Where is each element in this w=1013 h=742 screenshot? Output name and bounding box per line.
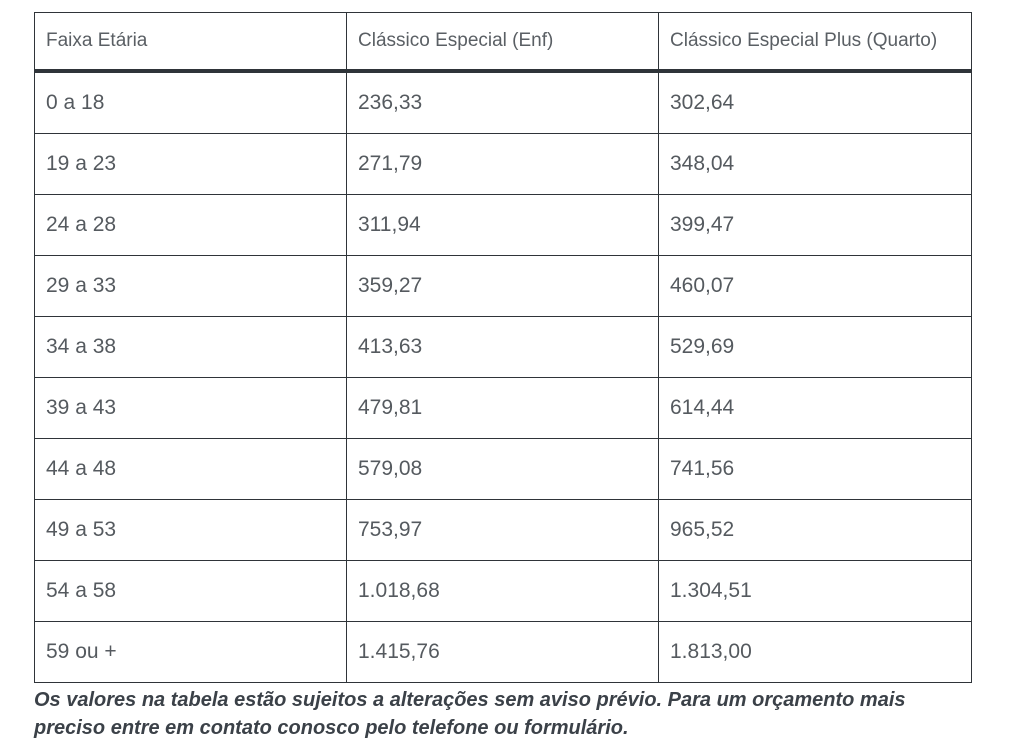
quarto-price-cell: 1.304,51	[659, 561, 972, 622]
table-row	[35, 561, 972, 622]
price-table-container	[34, 12, 971, 683]
disclaimer-note-line1: Os valores na tabela estão sujeitos a alterações sem aviso prévio. Para um orçamento mais	[34, 689, 906, 711]
price-table	[34, 12, 972, 683]
enf-price-cell: 359,27	[347, 256, 659, 317]
enf-price-cell: 753,97	[347, 500, 659, 561]
enf-price-cell: 236,33	[347, 71, 659, 134]
table-row	[35, 622, 972, 683]
table-header-row	[35, 13, 972, 72]
quarto-price-cell: 741,56	[659, 439, 972, 500]
table-row	[35, 256, 972, 317]
table-row	[35, 378, 972, 439]
quarto-price-cell: 614,44	[659, 378, 972, 439]
table-row	[35, 71, 972, 134]
quarto-price-cell: 399,47	[659, 195, 972, 256]
table-row	[35, 317, 972, 378]
quarto-price-cell: 460,07	[659, 256, 972, 317]
quarto-price-cell: 348,04	[659, 134, 972, 195]
age-range-cell: 24 a 28	[35, 195, 347, 256]
disclaimer-note-line2: preciso entre em contato conosco pelo telefone ou formulário.	[34, 717, 629, 739]
enf-price-cell: 271,79	[347, 134, 659, 195]
age-range-cell: 39 a 43	[35, 378, 347, 439]
quarto-price-cell: 302,64	[659, 71, 972, 134]
age-range-cell: 0 a 18	[35, 71, 347, 134]
table-row	[35, 134, 972, 195]
age-range-cell: 19 a 23	[35, 134, 347, 195]
age-range-cell: 34 a 38	[35, 317, 347, 378]
enf-price-cell: 413,63	[347, 317, 659, 378]
quarto-price-cell: 965,52	[659, 500, 972, 561]
header-classico-especial-plus-quarto: Clássico Especial Plus (Quarto)	[659, 13, 972, 72]
header-age-range: Faixa Etária	[35, 13, 347, 72]
quarto-price-cell: 529,69	[659, 317, 972, 378]
enf-price-cell: 311,94	[347, 195, 659, 256]
age-range-cell: 29 a 33	[35, 256, 347, 317]
enf-price-cell: 579,08	[347, 439, 659, 500]
quarto-price-cell: 1.813,00	[659, 622, 972, 683]
table-row	[35, 439, 972, 500]
age-range-cell: 49 a 53	[35, 500, 347, 561]
enf-price-cell: 1.415,76	[347, 622, 659, 683]
age-range-cell: 59 ou +	[35, 622, 347, 683]
age-range-cell: 44 a 48	[35, 439, 347, 500]
header-classico-especial-enf: Clássico Especial (Enf)	[347, 13, 659, 72]
age-range-cell: 54 a 58	[35, 561, 347, 622]
table-row	[35, 500, 972, 561]
enf-price-cell: 479,81	[347, 378, 659, 439]
table-row	[35, 195, 972, 256]
enf-price-cell: 1.018,68	[347, 561, 659, 622]
